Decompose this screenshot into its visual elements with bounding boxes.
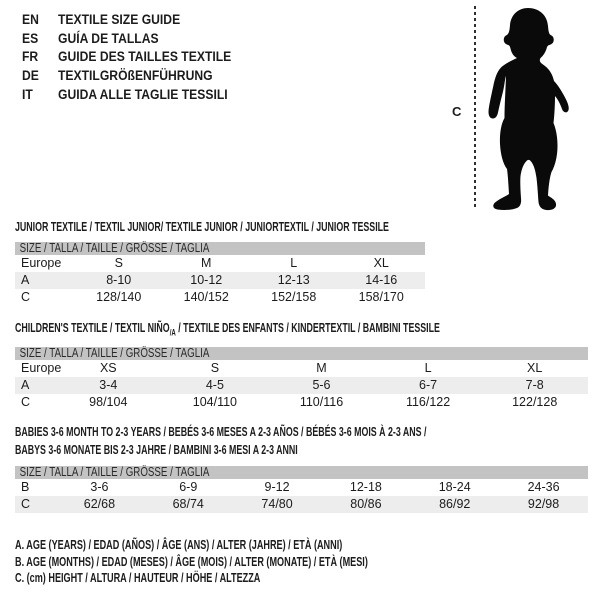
- table-row-months: [15, 479, 588, 496]
- babies-heading-line1: BABIES 3-6 MONTH TO 2-3 YEARS / BEBÉS 3-6 MESES A 2-3 AÑOS / BÉBÉS 3-6 MOIS À 2-3 ANS /: [15, 424, 427, 439]
- row-label: C: [21, 497, 31, 511]
- size-cell: 6-7: [419, 378, 438, 392]
- size-cell: 3-4: [99, 378, 118, 392]
- size-cell: 140/152: [183, 290, 229, 304]
- size-cell: 68/74: [172, 497, 204, 511]
- size-cell: 6-9: [179, 480, 198, 494]
- size-header-label: SIZE / TALLA / TAILLE / GRÖSSE / TAGLIA: [19, 465, 210, 479]
- row-label: A: [21, 273, 30, 287]
- size-cell: 116/122: [405, 395, 451, 409]
- junior-section-heading: JUNIOR TEXTILE / TEXTIL JUNIOR/ TEXTILE JUNIOR / JUNIORTEXTIL / JUNIOR TESSILE: [15, 219, 389, 234]
- children-section-heading: [15, 319, 440, 342]
- size-cell: 4-5: [205, 378, 224, 392]
- size-cell: 5-6: [312, 378, 331, 392]
- babies-heading-line2: BABYS 3-6 MONATE BIS 2-3 JAHRE / BAMBINI 3-6 MESI A 2-3 ANNI: [15, 442, 298, 457]
- row-label: C: [21, 290, 31, 304]
- size-cell: M: [316, 361, 327, 375]
- table-row-height: [15, 394, 588, 411]
- size-cell: 14-16: [365, 273, 398, 287]
- size-cell: S: [210, 361, 220, 375]
- size-cell: 10-12: [190, 273, 223, 287]
- size-header-label: SIZE / TALLA / TAILLE / GRÖSSE / TAGLIA: [19, 346, 210, 360]
- lang-code: DE: [22, 67, 39, 83]
- size-cell: 9-12: [264, 480, 290, 494]
- row-label: B: [21, 480, 30, 494]
- size-cell: L: [424, 361, 432, 375]
- lang-row-fr: [22, 47, 231, 66]
- size-cell: 12-18: [349, 480, 382, 494]
- size-header-row: [15, 242, 425, 255]
- size-cell: 18-24: [438, 480, 471, 494]
- lang-row-en: [22, 10, 231, 29]
- children-heading-sub: /A: [169, 327, 176, 338]
- size-cell: 158/170: [358, 290, 404, 304]
- lang-code: IT: [22, 86, 33, 102]
- size-cell: 7-8: [525, 378, 544, 392]
- height-measure-dashed-line: [474, 6, 476, 208]
- baby-silhouette-image: [482, 6, 577, 212]
- size-cell: S: [114, 256, 123, 270]
- size-cell: 122/128: [512, 395, 558, 409]
- babies-section-heading: [15, 423, 426, 459]
- size-cell: 86/92: [439, 497, 471, 511]
- footnote-height: C. (cm) HEIGHT / ALTURA / HAUTEUR / HÖHE / ALTEZZA: [15, 570, 261, 586]
- lang-label: GUIDE DES TAILLES TEXTILE: [58, 49, 232, 65]
- size-cell: 104/110: [192, 395, 238, 409]
- size-cell: 8-10: [106, 273, 132, 287]
- size-cell: 110/116: [299, 395, 344, 409]
- lang-row-es: [22, 29, 231, 48]
- footnote-age-years: A. AGE (YEARS) / EDAD (AÑOS) / ÂGE (ANS) / ALTER (JAHRE) / ETÀ (ANNI): [15, 537, 343, 552]
- lang-label: TEXTILGRÖßENFÜHRUNG: [58, 67, 213, 83]
- size-cell: 152/158: [271, 290, 317, 304]
- lang-code: EN: [22, 11, 39, 27]
- children-size-table: [15, 347, 588, 411]
- lang-row-it: [22, 85, 231, 104]
- size-cell: XS: [99, 361, 117, 375]
- row-label: A: [21, 378, 30, 392]
- size-cell: 128/140: [96, 290, 142, 304]
- size-cell: 92/98: [527, 497, 560, 511]
- size-header-row: [15, 466, 588, 479]
- lang-label: GUIDA ALLE TAGLIE TESSILI: [58, 86, 228, 102]
- lang-label: TEXTILE SIZE GUIDE: [58, 11, 181, 27]
- size-header-label: SIZE / TALLA / TAILLE / GRÖSSE / TAGLIA: [19, 241, 210, 255]
- size-cell: XL: [373, 256, 389, 270]
- size-cell: 3-6: [90, 480, 109, 494]
- size-cell: 98/104: [89, 395, 128, 409]
- size-cell: 24-36: [527, 480, 560, 494]
- size-cell: XL: [527, 361, 543, 375]
- table-row-age: [15, 272, 425, 289]
- size-header-row: [15, 347, 588, 360]
- height-measure-label: C: [452, 104, 462, 119]
- children-heading-prefix: CHILDREN'S TEXTILE / TEXTIL NIÑO: [15, 320, 170, 335]
- children-heading-suffix: / TEXTILE DES ENFANTS / KINDERTEXTIL / BAMBINI TESSILE: [175, 320, 440, 335]
- table-row-europe: [15, 255, 425, 272]
- footnotes-block: [15, 537, 519, 587]
- size-cell: M: [201, 256, 212, 270]
- size-cell: 74/80: [261, 497, 293, 511]
- row-label: Europe: [21, 256, 62, 270]
- size-cell: 62/68: [83, 497, 116, 511]
- size-cell: 80/86: [350, 497, 382, 511]
- lang-row-de: [22, 66, 231, 85]
- size-cell: L: [290, 256, 298, 270]
- babies-size-table: [15, 466, 588, 513]
- row-label: Europe: [21, 361, 62, 375]
- language-title-block: [22, 10, 231, 103]
- lang-label: GUÍA DE TALLAS: [58, 30, 159, 46]
- table-row-height: [15, 496, 588, 513]
- footnote-age-months: B. AGE (MONTHS) / EDAD (MESES) / ÂGE (MOIS) / ALTER (MONATE) / ETÀ (MESI): [15, 553, 368, 569]
- lang-code: FR: [22, 49, 39, 65]
- junior-size-table: [15, 242, 425, 306]
- table-row-age: [15, 377, 588, 394]
- table-row-europe: [15, 360, 588, 377]
- size-cell: 12-13: [277, 273, 310, 287]
- lang-code: ES: [22, 30, 39, 46]
- table-row-height: [15, 289, 425, 306]
- row-label: C: [21, 395, 31, 409]
